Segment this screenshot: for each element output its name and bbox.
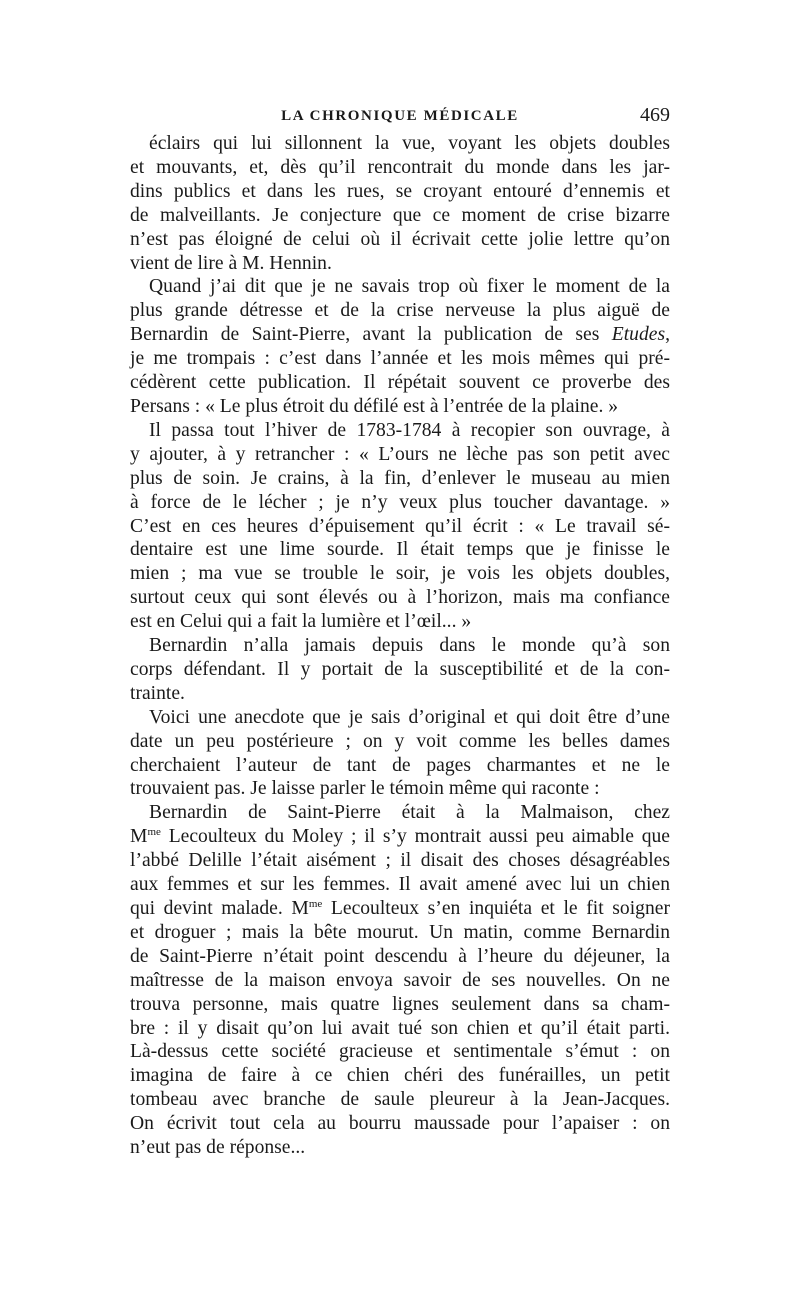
paragraph-p5 — [130, 706, 670, 802]
text-line: aux femmes et sur les femmes. Il avait amené avec lui un chien — [130, 874, 670, 896]
text-line: de Saint-Pierre n’était point descendu à l’heure du déjeuner, la — [130, 945, 670, 967]
text-line: Bernardin de Saint-Pierre, avant la publication de ses Etudes, — [130, 324, 670, 346]
text-line: vient de lire à M. Hennin. — [130, 252, 332, 274]
text-line: Il passa tout l’hiver de 1783-1784 à recopier son ouvrage, à — [149, 419, 670, 441]
text-line: cherchaient l’auteur de tant de pages charmantes et ne le — [130, 754, 670, 776]
paragraph-p1 — [130, 132, 670, 275]
text-line: Bernardin de Saint-Pierre était à la Malmaison, chez — [149, 802, 670, 824]
text-line: trouva personne, mais quatre lignes seulement dans sa cham- — [130, 993, 670, 1015]
text-line: $M^{me}$ Lecoulteux du Moley ; il s’y montrait aussi peu aimable que — [130, 826, 670, 848]
text-line: trainte. — [130, 682, 185, 704]
text-line: de malveillants. Je conjecture que ce moment de crise bizarre — [130, 204, 670, 226]
text-line: cédèrent cette publication. Il répétait souvent ce proverbe des — [130, 372, 670, 394]
text-line: je me trompais : c’est dans l’année et les mois mêmes qui pré- — [130, 348, 670, 370]
text-line: Quand j’ai dit que je ne savais trop où fixer le moment de la — [149, 276, 670, 298]
text-line: plus grande détresse et de la crise nerveuse la plus aiguë de — [130, 300, 670, 322]
text-line: surtout ceux qui sont élevés ou à l’horizon, mais ma confiance — [130, 587, 670, 609]
paragraph-p6 — [130, 801, 670, 1160]
text-line: y ajouter, à y retrancher : « L’ours ne lèche pas son petit avec — [130, 443, 670, 465]
text-line: tombeau avec branche de saule pleureur à la Jean-Jacques. — [130, 1089, 670, 1111]
paragraph-p4 — [130, 634, 670, 706]
superscript: me — [308, 898, 323, 910]
body-text — [130, 132, 670, 1160]
text-line: n’est pas éloigné de celui où il écrivait cette jolie lettre qu’on — [130, 228, 670, 250]
text-line: Voici une anecdote que je sais d’original et qui doit être d’une — [149, 706, 670, 728]
paragraph-p3 — [130, 419, 670, 634]
text-line: et droguer ; mais la bête mourut. Un matin, comme Bernardin — [130, 921, 670, 943]
text-line: Bernardin n’alla jamais depuis dans le monde qu’à son — [149, 635, 670, 657]
running-title: LA CHRONIQUE MÉDICALE — [281, 108, 519, 124]
text-line: imagina de faire à ce chien chéri des funérailles, un petit — [130, 1065, 670, 1087]
text-line: dins publics et dans les rues, se croyant entouré d’ennemis et — [130, 180, 670, 202]
text-line: l’abbé Delille l’était aisément ; il disait des choses désagréables — [130, 850, 670, 872]
page-header — [130, 104, 670, 134]
text-line: qui devint malade. $M^{me}$ Lecoulteux s’en inquiéta et le fit soigner — [130, 898, 670, 919]
text-line: Là-dessus cette société gracieuse et sentimentale s’émut : on — [130, 1041, 670, 1063]
text-line: et mouvants, et, dès qu’il rencontrait du monde dans les jar- — [130, 156, 670, 178]
text-line: C’est en ces heures d’épuisement qu’il écrit : « Le travail sé- — [130, 515, 670, 537]
text-line: On écrivit tout cela au bourru maussade pour l’apaiser : on — [130, 1113, 670, 1135]
text-line: trouvaient pas. Je laisse parler le témoin même qui raconte : — [130, 778, 600, 800]
text-line: à force de le lécher ; je n’y veux plus toucher davantage. » — [130, 491, 670, 513]
text-line: corps défendant. Il y portait de la susceptibilité et de la con- — [130, 658, 670, 680]
text-line: Persans : « Le plus étroit du défilé est à l’entrée de la plaine. » — [130, 395, 619, 417]
text-line: mien ; ma vue se trouble le soir, je vois les objets doubles, — [130, 563, 670, 585]
text-line: plus de soin. Je crains, à la fin, d’enlever le museau au mien — [130, 467, 670, 489]
paragraph-p2 — [130, 275, 670, 418]
page-number: 469 — [640, 104, 670, 126]
italic-title: Etudes — [611, 324, 666, 346]
text-line: éclairs qui lui sillonnent la vue, voyant les objets doubles — [149, 133, 670, 154]
text-line: bre : il y disait qu’on lui avait tué son chien et qu’il était parti. — [130, 1017, 670, 1039]
superscript: me — [147, 826, 161, 839]
text-line: maîtresse de la maison envoya savoir de ses nouvelles. On ne — [130, 969, 670, 991]
text-line: n’eut pas de réponse... — [130, 1137, 306, 1159]
text-line: date un peu postérieure ; on y voit comme les belles dames — [130, 730, 670, 752]
text-line: est en Celui qui a fait la lumière et l’œil... » — [130, 611, 472, 633]
text-line: dentaire est une lime sourde. Il était temps que je finisse le — [130, 539, 670, 561]
